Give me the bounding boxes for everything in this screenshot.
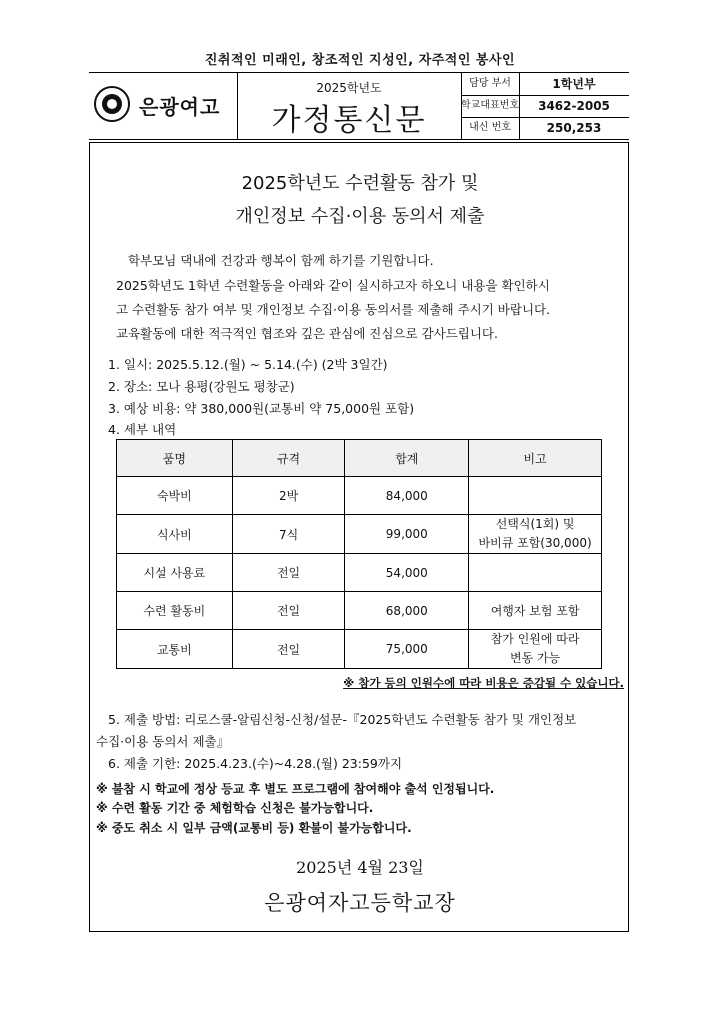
cell-spec: 전일 (232, 630, 345, 669)
table-header: 합계 (345, 440, 469, 477)
info-key: 학교대표번호 (461, 95, 520, 117)
cell-note (469, 515, 602, 554)
intro-line: 2025학년도 1학년 수련활동을 아래와 같이 실시하고자 하오니 내용을 확인하시 (116, 278, 550, 293)
submit-method-line1: 5. 제출 방법: 리로스쿨-알림신청-신청/설문-『2025학년도 수련활동 참가 및 개인정보 (108, 712, 577, 727)
info-row-department (461, 73, 629, 96)
note-line: 참가 인원에 따라 (490, 632, 580, 646)
notice-line: ※ 불참 시 학교에 정상 등교 후 별도 프로그램에 참여해야 출석 인정됩니다. (96, 782, 495, 796)
table-row (117, 630, 602, 669)
cell-item: 수련 활동비 (117, 592, 233, 630)
cell-total: 84,000 (345, 477, 469, 515)
document-title-line1: 2025학년도 수련활동 참가 및 (241, 173, 479, 194)
cell-note: 여행자 보험 포함 (469, 592, 602, 630)
cell-spec: 전일 (232, 554, 345, 592)
principal-name: 은광여자고등학교장 (264, 891, 456, 915)
info-value: 3462-2005 (538, 99, 610, 113)
issue-date: 2025년 4월 23일 (296, 858, 424, 877)
info-row-number (461, 117, 629, 139)
table-header: 규격 (232, 440, 345, 477)
intro-line: 학부모님 댁내에 건강과 행복이 함께 하기를 기원합니다. (128, 253, 434, 268)
cell-item: 시설 사용료 (117, 554, 233, 592)
newsletter-title: 가정통신문 (271, 103, 427, 138)
info-value: 1학년부 (552, 77, 596, 91)
cell-total: 68,000 (345, 592, 469, 630)
cell-note (469, 630, 602, 669)
note-line: 바비큐 포함(30,000) (478, 536, 592, 550)
cell-spec: 2박 (232, 477, 345, 515)
note-line: 변동 가능 (510, 651, 561, 665)
table-header: 품명 (117, 440, 233, 477)
cell-total: 54,000 (345, 554, 469, 592)
cell-item: 식사비 (117, 515, 233, 554)
table-row (117, 554, 602, 592)
intro-line: 고 수련활동 참가 여부 및 개인정보 수집·이용 동의서를 제출해 주시기 바랍니다. (116, 302, 551, 317)
table-row (117, 592, 602, 630)
notice-line: ※ 수련 활동 기간 중 체험학습 신청은 불가능합니다. (96, 801, 374, 815)
cell-note (469, 554, 602, 592)
info-key: 담당 부서 (461, 73, 520, 95)
item-place: 2. 장소: 모나 용평(강원도 평창군) (108, 379, 295, 394)
submit-deadline: 6. 제출 기한: 2025.4.23.(수)~4.28.(월) 23:59까지 (108, 756, 403, 771)
item-schedule: 1. 일시: 2025.5.12.(월) ~ 5.14.(수) (2박 3일간) (108, 357, 388, 372)
cell-spec: 전일 (232, 592, 345, 630)
cell-item: 숙박비 (117, 477, 233, 515)
info-row-phone (461, 95, 629, 118)
info-key: 내신 번호 (461, 117, 520, 139)
table-row (117, 477, 602, 515)
table-header-row (117, 440, 602, 477)
table-row (117, 515, 602, 554)
cell-total: 75,000 (345, 630, 469, 669)
item-cost: 3. 예상 비용: 약 380,000원(교통비 약 75,000원 포함) (108, 401, 415, 416)
year-label: 2025학년도 (316, 81, 382, 95)
school-seal-icon (94, 86, 130, 122)
notice-line: ※ 중도 취소 시 일부 금액(교통비 등) 환불이 불가능합니다. (96, 821, 412, 835)
cell-spec: 7식 (232, 515, 345, 554)
table-header: 비고 (469, 440, 602, 477)
item-detail-heading: 4. 세부 내역 (108, 422, 177, 437)
cost-detail-table (116, 439, 602, 669)
note-line: 선택식(1회) 및 (495, 517, 575, 531)
cell-total: 99,000 (345, 515, 469, 554)
school-motto: 진취적인 미래인, 창조적인 지성인, 자주적인 봉사인 (204, 53, 516, 68)
newsletter-header (89, 72, 629, 140)
submit-method-line2: 수집·이용 동의서 제출』 (96, 734, 230, 749)
document-body (89, 142, 629, 932)
cell-item: 교통비 (117, 630, 233, 669)
intro-line: 교육활동에 대한 적극적인 협조와 깊은 관심에 진심으로 감사드립니다. (116, 326, 498, 341)
newsletter-title-cell (237, 73, 462, 139)
school-name: 은광여고 (139, 95, 221, 119)
school-logo-cell (89, 73, 238, 139)
header-info-table (461, 73, 629, 139)
document-title-line2: 개인정보 수집·이용 동의서 제출 (235, 206, 485, 227)
table-note: ※ 참가 등의 인원수에 따라 비용은 증감될 수 있습니다. (343, 676, 624, 690)
cell-note (469, 477, 602, 515)
info-value: 250,253 (546, 121, 602, 135)
